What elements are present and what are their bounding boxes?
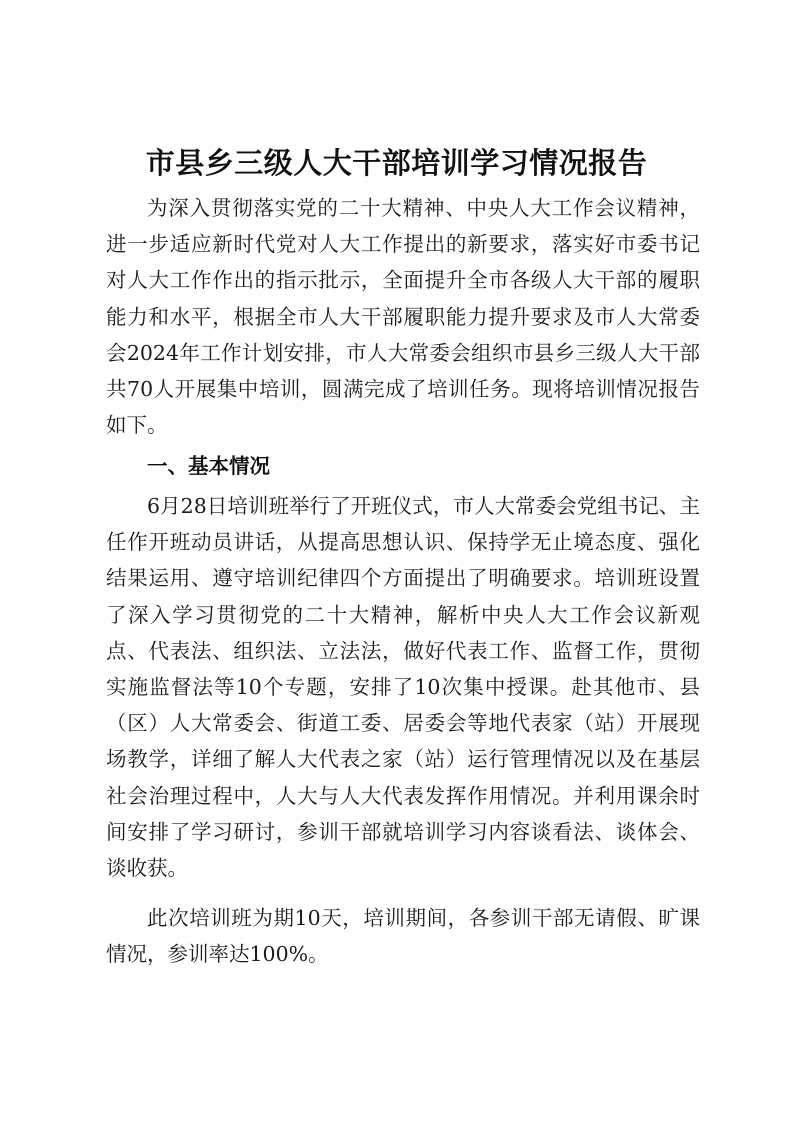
intro-paragraph: 为深入贯彻落实党的二十大精神、中央人大工作会议精神，进一步适应新时代党对人大工作提出的新要求，落实好市委书记对人大工作作出的指示批示，全面提升全市各级人大干部的履职能力和水平，根据全市人大干部履职能力提升要求及市人大常委会2024年工作计划安排，市人大常委会组织市县乡三级人大干部共70人开展集中培训，圆满完成了培训任务。现将培训情况报告如下。 <box>106 196 700 438</box>
document-title: 市县乡三级人大干部培训学习情况报告 <box>145 146 648 180</box>
attendance-paragraph: 此次培训班为期10天，培训期间，各参训干部无请假、旷课情况，参训率达100%。 <box>106 906 700 967</box>
section-heading-basic-situation: 一、基本情况 <box>147 454 270 478</box>
basic-situation-paragraph: 6月28日培训班举行了开班仪式，市人大常委会党组书记、主任作开班动员讲话，从提高思想认识、保持学无止境态度、强化结果运用、遵守培训纪律四个方面提出了明确要求。培训班设置了深入学习贯彻党的二十大精神，解析中央人大工作会议新观点、代表法、组织法、立法法，做好代表工作、监督工作，贯彻实施监督法等10个专题，安排了10次集中授课。赴其他市、县（区）人大常委会、街道工委、居委会等地代表家（站）开展现场教学，详细了解人大代表之家（站）运行管理情况以及在基层社会治理过程中，人大与人大代表发挥作用情况。并利用课余时间安排了学习研讨，参训干部就培训学习内容谈看法、谈体会、谈收获。 <box>106 494 700 881</box>
